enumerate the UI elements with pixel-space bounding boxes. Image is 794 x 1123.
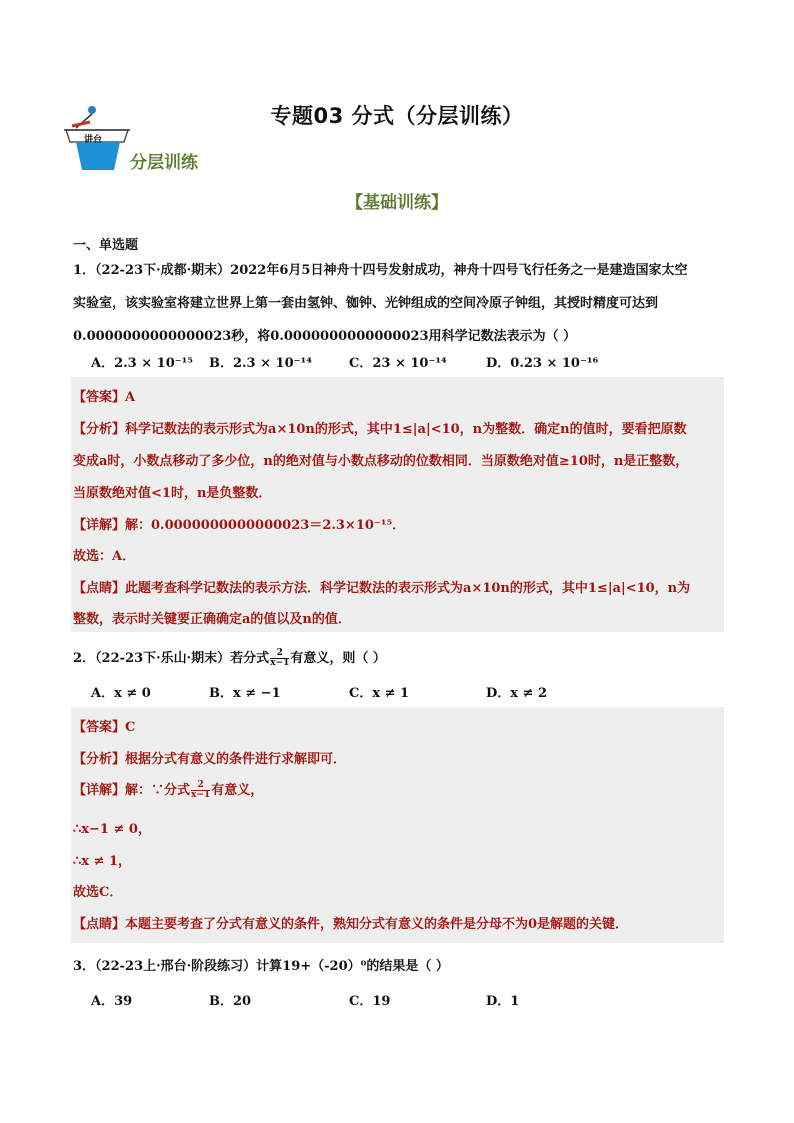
q1-option-a: A．2.3 × 10⁻¹⁵ [91,356,193,371]
q2-option-c: C．x ≠ 1 [349,686,410,701]
q1-line3: 0.0000000000000023秒，将0.0000000000000023用科学记数法表示为（ ） [73,329,577,344]
q3-stem: 3．（22-23上·邢台·阶段练习）计算19+（-20）⁰的结果是（ ） [73,959,449,974]
q1-choice: 故选：A． [73,549,136,564]
q2-fraction: $\frac{2}{x-1}$ [270,648,290,668]
layer-label: 分层训练 [130,153,198,173]
q2-comment-line: 【点睛】本题主要考查了分式有意义的条件，熟知分式有意义的条件是分母不为0是解题的关键． [73,917,629,932]
q1-detail-line: 【详解】解：0.0000000000000023＝2.3×10⁻¹⁵． [73,518,406,533]
q2-option-a: A．x ≠ 0 [91,686,151,701]
q3-options [91,990,731,1012]
q1-option-d: D．0.23 × 10⁻¹⁶ [486,356,599,371]
q1-answer-line: 【答案】A [73,390,136,405]
q1-solution-box [71,377,724,632]
q3-option-c: C．19 [349,994,391,1009]
question-2 [73,642,733,675]
q2-stem-a: 2．（22-23下·乐山·期末）若分式 [73,651,270,666]
question-3 [73,950,733,983]
q3-option-b: B．20 [209,994,252,1009]
q2-choice: 故选C． [73,885,123,900]
q1-analysis-line3: 当原数绝对值<1时，n是负整数． [73,486,272,501]
q2-stem-b: 有意义，则（ ） [290,651,386,666]
q1-comment-line2: 整数，表示时关键要正确确定a的值以及n的值． [73,612,351,627]
q1-option-b: B．2.3 × 10⁻¹⁴ [209,356,312,371]
q1-line1: 1．（22-23下·成都·期末）2022年6月5日神舟十四号发射成功，神舟十四号飞行任务之一是建造国家太空 [73,263,688,278]
q2-option-b: B．x ≠ −1 [209,686,281,701]
q3-option-a: A．39 [91,994,133,1009]
q2-detail-line: 【详解】解：∵分式 $\frac{2}{x-1}$ 有意义， [73,780,264,800]
q1-line2: 实验室，该实验室将建立世界上第一套由氢钟、铷钟、光钟组成的空间冷原子钟组，其授时精度可达到 [73,296,659,311]
q2-options [91,682,731,704]
q2-solution-box [71,707,724,943]
page-title: 专题03 分式（分层训练） [270,104,524,128]
logo-text: 讲台 [84,135,103,145]
q2-answer-line: 【答案】C [73,720,136,735]
q1-option-c: C．23 × 10⁻¹⁴ [349,356,447,371]
q3-option-d: D．1 [486,994,520,1009]
subsection-title: 【基础训练】 [346,193,448,213]
q1-options [91,352,731,374]
question-1 [73,254,733,353]
q2-step1: ∴x−1 ≠ 0， [73,822,151,837]
q1-comment-line1: 【点睛】此题考查科学记数法的表示方法．科学记数法的表示形式为a×10n的形式，其中1≤|a|<10，n为 [73,581,691,596]
section-title: 一、单选题 [73,238,139,253]
q2-analysis-line: 【分析】根据分式有意义的条件进行求解即可． [73,752,347,767]
q2-step2: ∴x ≠ 1， [73,854,132,869]
q2-option-d: D．x ≠ 2 [486,686,548,701]
q2-detail-fraction: $\frac{2}{x-1}$ [191,780,211,800]
q1-analysis-line2: 变成a时，小数点移动了多少位，n的绝对值与小数点移动的位数相同．当原数绝对值≥10时，n是正整数， [73,454,689,469]
q1-analysis-line1: 【分析】科学记数法的表示形式为a×10n的形式，其中1≤|a|<10，n为整数．确定n的值时，要看把原数 [73,422,687,437]
